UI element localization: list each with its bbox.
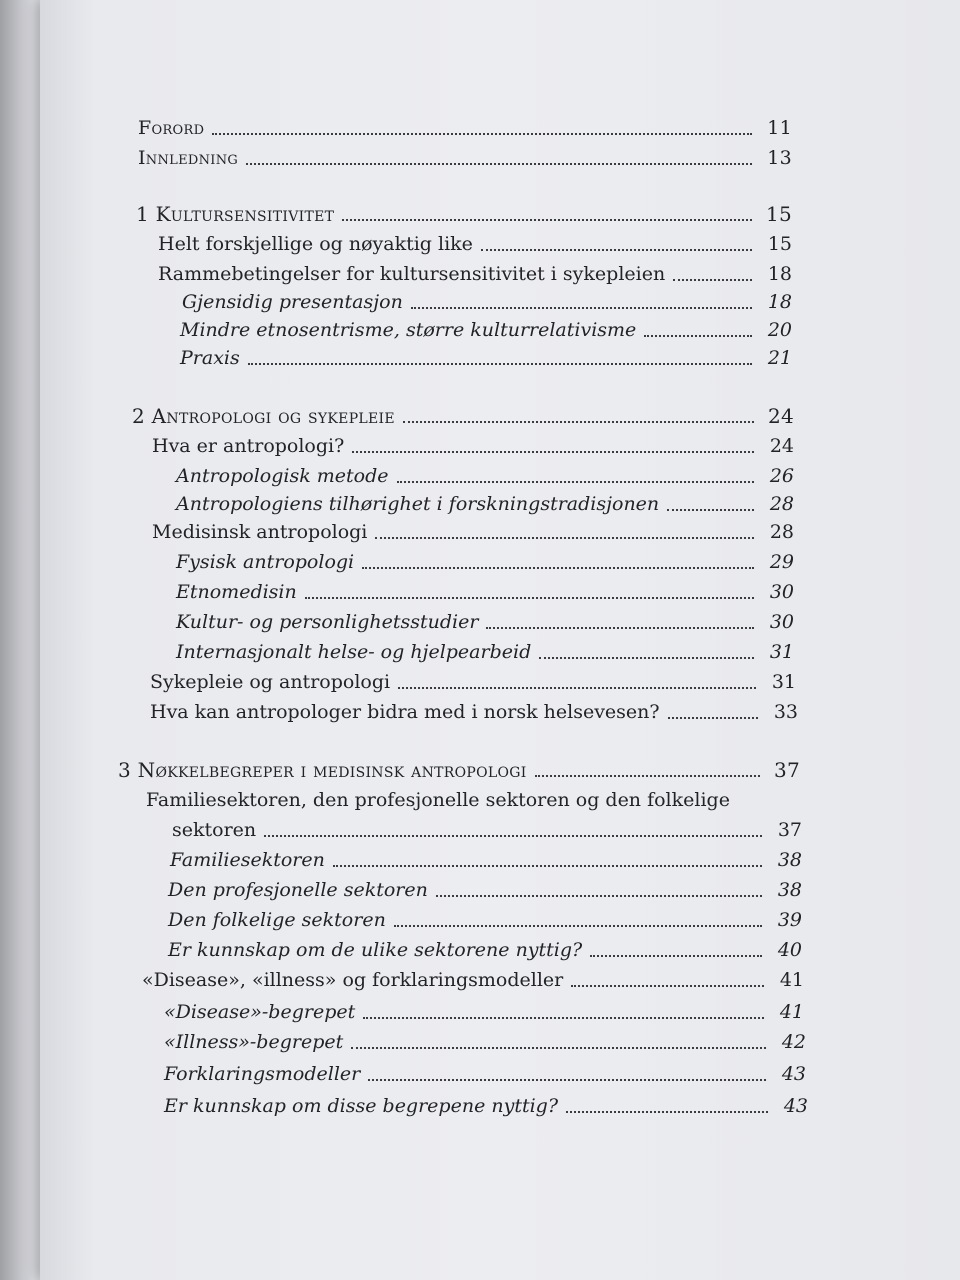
dot-leader — [436, 894, 762, 897]
dot-leader — [539, 656, 754, 659]
toc-entry-title: «Illness»-begrepet — [164, 1031, 344, 1053]
toc-entry-page: 18 — [767, 291, 792, 313]
toc-entry-title-line1: Familiesektoren, den profesjonelle sektoren og den folkelige — [146, 789, 730, 811]
toc-entry-page: 41 — [779, 1001, 804, 1023]
toc-entry-title: Den profesjonelle sektoren — [168, 879, 428, 901]
toc-entry — [176, 640, 794, 664]
toc-entry-innledning — [138, 146, 792, 170]
toc-entry-page: 43 — [781, 1063, 806, 1085]
toc-entry-title: Gjensidig presentasjon — [182, 291, 403, 313]
toc-entry-page: 37 — [773, 758, 800, 782]
dot-leader — [368, 1078, 766, 1081]
toc-entry-page: 13 — [767, 147, 792, 169]
toc-entry — [150, 670, 796, 694]
toc-entry-page: 24 — [769, 435, 794, 457]
dot-leader — [248, 362, 752, 365]
toc-entry — [180, 346, 792, 370]
toc-entry-page: 28 — [769, 493, 794, 515]
dot-leader — [667, 508, 754, 511]
dot-leader — [352, 450, 754, 453]
toc-entry-title: Forord — [138, 117, 205, 139]
chapter-title: 2 Antropologi og sykepleie — [132, 404, 395, 428]
dot-leader — [571, 984, 764, 987]
dot-leader — [668, 716, 758, 719]
chapter-heading-1 — [136, 202, 792, 226]
dot-leader — [362, 566, 754, 569]
toc-entry-title: Medisinsk antropologi — [152, 521, 368, 543]
toc-entry-page: 15 — [765, 202, 792, 226]
toc-entry-title: Helt forskjellige og nøyaktig like — [158, 233, 473, 255]
toc-entry-page: 40 — [777, 939, 802, 961]
toc-entry-title: Mindre etnosentrisme, større kulturrelativisme — [180, 319, 637, 341]
toc-entry-title: sektoren — [172, 819, 257, 841]
dot-leader — [394, 924, 762, 927]
toc-entry — [170, 848, 802, 872]
dot-leader — [398, 686, 756, 689]
toc-entry — [182, 290, 792, 314]
toc-entry-title: Er kunnskap om disse begrepene nyttig? — [164, 1095, 559, 1117]
toc-entry-page: 31 — [769, 641, 794, 663]
toc-entry-page: 37 — [777, 819, 802, 841]
toc-entry-title: Hva er antropologi? — [152, 435, 345, 457]
dot-leader — [397, 480, 754, 483]
toc-entry — [168, 938, 802, 962]
dot-leader — [212, 132, 752, 135]
toc-entry-title: Sykepleie og antropologi — [150, 671, 391, 693]
toc-entry-title: Er kunnskap om de ulike sektorene nyttig? — [168, 939, 583, 961]
dot-leader — [246, 162, 752, 165]
dot-leader — [411, 306, 752, 309]
toc-entry-title: Forklaringsmodeller — [164, 1063, 361, 1085]
toc-entry — [164, 1094, 808, 1118]
dot-leader — [375, 536, 754, 539]
dot-leader — [333, 864, 762, 867]
dot-leader — [264, 834, 762, 837]
dot-leader — [363, 1016, 764, 1019]
chapter-heading-3 — [118, 758, 800, 782]
toc-entry-page: 33 — [773, 701, 798, 723]
toc-entry-page: 15 — [767, 233, 792, 255]
toc-entry-page: 38 — [777, 849, 802, 871]
toc-entry — [176, 492, 794, 516]
toc-entry-title: Familiesektoren — [170, 849, 325, 871]
toc-entry-page: 20 — [767, 319, 792, 341]
toc-entry — [180, 318, 792, 342]
toc-entry-page: 39 — [777, 909, 802, 931]
toc-entry — [152, 520, 794, 544]
toc-entry — [152, 434, 794, 458]
toc-entry-page: 11 — [767, 117, 792, 139]
toc-entry — [158, 232, 792, 256]
toc-entry — [168, 878, 802, 902]
dot-leader — [305, 596, 754, 599]
toc-entry — [164, 1030, 806, 1054]
toc-entry-page: 18 — [767, 263, 792, 285]
toc-entry-page: 21 — [767, 347, 792, 369]
dot-leader — [566, 1110, 768, 1113]
toc-entry-title: Kultur- og personlighetsstudier — [176, 611, 479, 633]
toc-entry-title: Internasjonalt helse- og hjelpearbeid — [176, 641, 532, 663]
toc-entry-title: Innledning — [138, 147, 239, 169]
dot-leader — [481, 248, 752, 251]
dot-leader — [590, 954, 762, 957]
toc-entry — [164, 1000, 804, 1024]
toc-entry-page: 42 — [781, 1031, 806, 1053]
toc-entry — [150, 700, 798, 724]
toc-entry — [142, 968, 804, 992]
toc-entry — [176, 610, 794, 634]
toc-entry — [172, 818, 802, 842]
toc-entry-title: Hva kan antropologer bidra med i norsk helsevesen? — [150, 701, 660, 723]
toc-entry-page: 24 — [767, 404, 794, 428]
toc-entry-page: 26 — [769, 465, 794, 487]
dot-leader — [535, 774, 760, 777]
toc-entry-page: 31 — [771, 671, 796, 693]
toc-entry — [158, 262, 792, 286]
toc-entry-title: «Disease», «illness» og forklaringsmodeller — [142, 969, 564, 991]
toc-entry-page: 41 — [779, 969, 804, 991]
toc-entry-page: 30 — [769, 581, 794, 603]
toc-entry-page: 38 — [777, 879, 802, 901]
chapter-heading-2 — [132, 404, 794, 428]
toc-entry-title: «Disease»-begrepet — [164, 1001, 356, 1023]
toc-entry-page: 30 — [769, 611, 794, 633]
toc-entry — [168, 908, 802, 932]
toc-entry-title: Rammebetingelser for kultursensitivitet i sykepleien — [158, 263, 666, 285]
toc-entry-title: Etnomedisin — [176, 581, 297, 603]
toc-entry-title: Praxis — [180, 347, 240, 369]
dot-leader — [644, 334, 752, 337]
toc-entry-page: 29 — [769, 551, 794, 573]
toc-entry — [164, 1062, 806, 1086]
toc-entry — [176, 580, 794, 604]
chapter-title: 3 Nøkkelbegreper i medisinsk antropologi — [118, 758, 527, 782]
dot-leader — [403, 420, 754, 423]
dot-leader — [673, 278, 752, 281]
toc-entry-forord — [138, 116, 792, 140]
dot-leader — [351, 1046, 766, 1049]
toc-entry — [176, 550, 794, 574]
toc-entry-title: Antropologiens tilhørighet i forskningstradisjonen — [176, 493, 660, 515]
toc-entry-title: Fysisk antropologi — [176, 551, 355, 573]
toc-entry-page: 28 — [769, 521, 794, 543]
dot-leader — [342, 218, 752, 221]
toc-entry-title: Antropologisk metode — [176, 465, 389, 487]
toc-entry — [176, 464, 794, 488]
dot-leader — [486, 626, 754, 629]
toc-entry-page: 43 — [783, 1095, 808, 1117]
chapter-title: 1 Kultursensitivitet — [136, 202, 335, 226]
toc-entry-title: Den folkelige sektoren — [168, 909, 386, 931]
